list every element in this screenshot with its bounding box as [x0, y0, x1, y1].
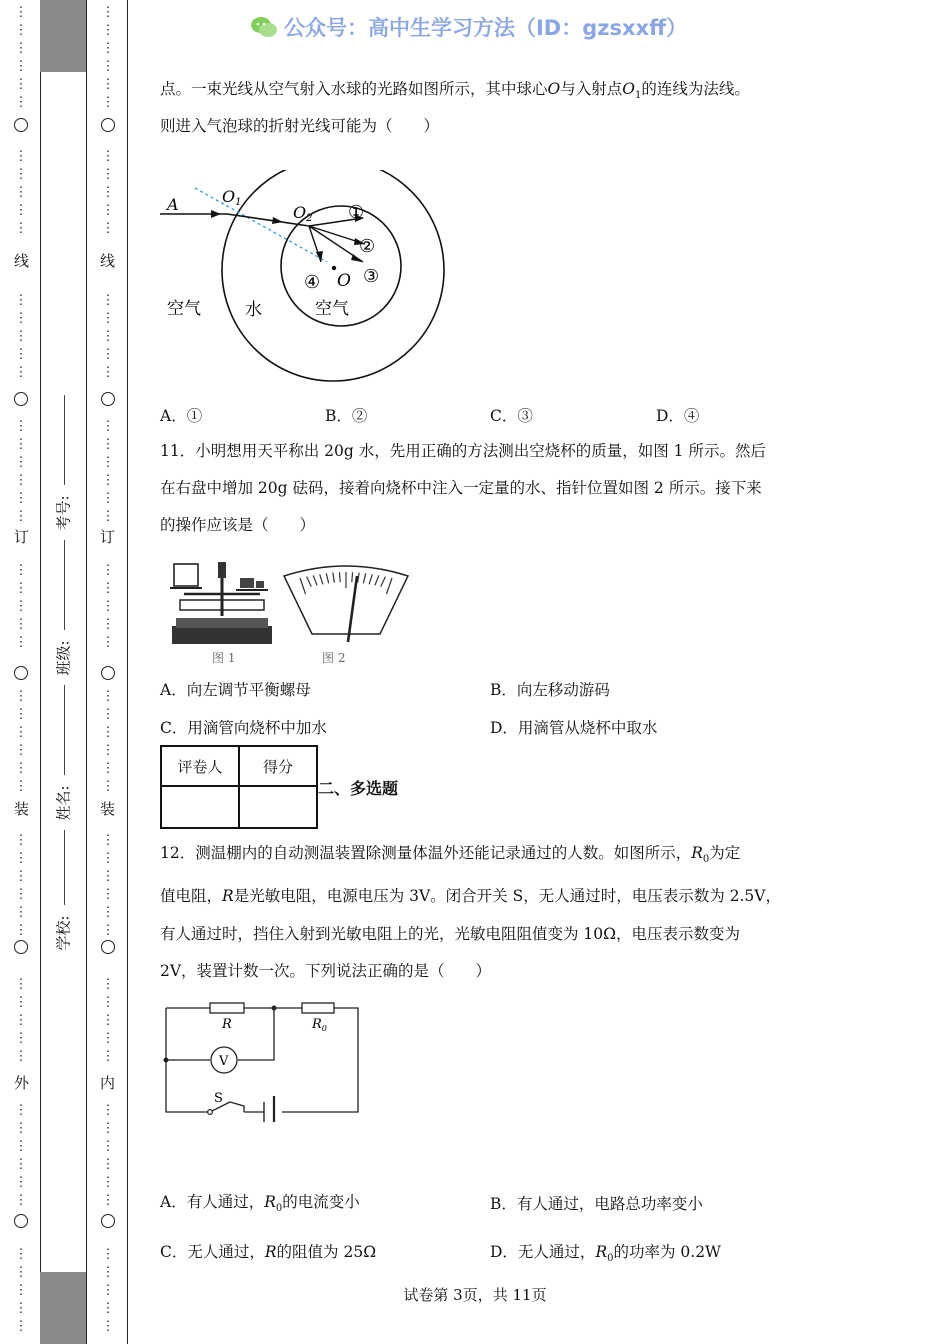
gutter-dot: ⋮	[101, 743, 115, 758]
gutter-dot: ⋮	[101, 599, 115, 614]
gutter-dot: ⋮	[14, 491, 28, 506]
gutter-dot: ⋮	[101, 1103, 115, 1118]
water-sphere-outline	[222, 170, 444, 381]
gutter-dot: ⋮	[14, 77, 28, 92]
gutter-dot: ⋮	[101, 1049, 115, 1064]
gutter-dot: ⋮	[14, 1247, 28, 1262]
gutter-dot: ⋮	[101, 1283, 115, 1298]
q12-option-c[interactable]: C．无人通过，R的阻值为 25Ω	[160, 1243, 377, 1261]
gutter-circle	[101, 1214, 115, 1228]
gutter-dot: ⋮	[101, 869, 115, 884]
q10-option-a[interactable]: A．①	[160, 407, 203, 425]
label-water: 水	[245, 300, 262, 320]
gutter-gray-bottom	[40, 1272, 86, 1344]
label-A: A	[167, 195, 179, 214]
q11-option-b[interactable]: B．向左移动游码	[490, 681, 610, 699]
score-table-score-header: 得分	[239, 746, 317, 786]
gutter-dot: ⋮	[101, 167, 115, 182]
gutter-mark-zhuang-inner: 装	[100, 800, 116, 818]
gutter-dot: ⋮	[14, 1103, 28, 1118]
gutter-dot: ⋮	[14, 95, 28, 110]
center-point-o	[332, 266, 336, 270]
gutter-mark-ding-outer: 订	[14, 528, 30, 546]
gutter-dot: ⋮	[101, 41, 115, 56]
gauge-tick	[320, 574, 323, 584]
gutter-dot: ⋮	[101, 311, 115, 326]
q10-line2: 则进入气泡球的折射光线可能为（ ）	[160, 117, 440, 135]
gauge-tick	[333, 573, 335, 583]
label-ray-3: ③	[363, 266, 380, 287]
gutter-dot: ⋮	[14, 869, 28, 884]
score-table-grader-cell[interactable]	[161, 786, 239, 828]
gauge-tick	[381, 577, 386, 587]
gutter-dot: ⋮	[101, 1139, 115, 1154]
section-title: 二、多选题	[318, 779, 399, 798]
gutter-dot: ⋮	[101, 509, 115, 524]
gutter-dot: ⋮	[14, 779, 28, 794]
gutter-dot: ⋮	[101, 1319, 115, 1334]
gauge-tick	[300, 578, 306, 594]
gutter-dot: ⋮	[101, 473, 115, 488]
score-table-grader-header: 评卷人	[161, 746, 239, 786]
gutter-dot: ⋮	[14, 347, 28, 362]
gutter-dot: ⋮	[14, 1013, 28, 1028]
gutter-dot: ⋮	[14, 5, 28, 20]
gutter-dot: ⋮	[14, 905, 28, 920]
score-table	[160, 745, 318, 829]
gauge-tick	[369, 574, 372, 584]
gutter-dot: ⋮	[14, 419, 28, 434]
gutter-mark-zhuang-outer: 装	[14, 800, 30, 818]
gutter-dot: ⋮	[101, 707, 115, 722]
label-O1: O1	[222, 187, 242, 208]
gutter-dot: ⋮	[101, 293, 115, 308]
gutter-dot: ⋮	[101, 581, 115, 596]
gutter-dot: ⋮	[14, 59, 28, 74]
gutter-dot: ⋮	[101, 923, 115, 938]
field-line-school[interactable]	[64, 830, 65, 905]
gutter-dot: ⋮	[14, 743, 28, 758]
gutter-mark-ding-inner: 订	[100, 528, 116, 546]
gutter-dot: ⋮	[14, 851, 28, 866]
gutter-circle	[14, 940, 28, 954]
q10-optics-figure	[155, 170, 455, 385]
gutter-dot: ⋮	[14, 1301, 28, 1316]
q12-option-b[interactable]: B．有人通过，电路总功率变小	[490, 1195, 703, 1213]
gutter-dot: ⋮	[14, 1319, 28, 1334]
gutter-dot: ⋮	[14, 1121, 28, 1136]
q12-line4: 2V，装置计数一次。下列说法正确的是（ ）	[160, 962, 492, 980]
q11-option-c[interactable]: C．用滴管向烧杯中加水	[160, 719, 327, 737]
q11-line3: 的操作应该是（ ）	[160, 516, 316, 534]
gutter-dot: ⋮	[101, 1175, 115, 1190]
resistor-r	[210, 1003, 244, 1013]
gutter-dot: ⋮	[101, 977, 115, 992]
gutter-circle	[14, 666, 28, 680]
gutter-dot: ⋮	[14, 707, 28, 722]
gutter-dot: ⋮	[14, 1265, 28, 1280]
gutter-dot: ⋮	[14, 149, 28, 164]
label-O2: O2	[293, 203, 313, 224]
watermark	[250, 12, 687, 42]
label-O: O	[337, 271, 351, 291]
field-line-exam-number[interactable]	[64, 395, 65, 485]
gauge-tick	[313, 575, 317, 585]
gutter-dot: ⋮	[101, 1013, 115, 1028]
gutter-dot: ⋮	[101, 221, 115, 236]
gutter-mark-xian-inner: 线	[100, 252, 116, 270]
gutter-dot: ⋮	[14, 689, 28, 704]
gutter-dot: ⋮	[14, 995, 28, 1010]
gutter-dot: ⋮	[14, 365, 28, 380]
gutter-dot: ⋮	[101, 23, 115, 38]
q12-option-d[interactable]: D．无人通过，$R_0$的功率为 0.2W	[490, 1243, 721, 1265]
gutter-dot: ⋮	[14, 329, 28, 344]
q12-circuit-figure	[158, 998, 368, 1123]
gutter-dot: ⋮	[101, 725, 115, 740]
gutter-dot: ⋮	[101, 5, 115, 20]
gutter-dot: ⋮	[14, 977, 28, 992]
gutter-dot: ⋮	[14, 311, 28, 326]
gutter-circle	[101, 392, 115, 406]
gauge-tick	[307, 577, 312, 587]
q11-option-a[interactable]: A．向左调节平衡螺母	[160, 681, 311, 699]
q10-option-c[interactable]: C．③	[490, 407, 533, 425]
circuit-label-s: S	[214, 1091, 223, 1106]
gutter-mark-xian-outer: 线	[14, 252, 30, 270]
gutter-dot: ⋮	[101, 77, 115, 92]
gutter-dot: ⋮	[14, 581, 28, 596]
gutter-dot: ⋮	[101, 1157, 115, 1172]
gutter-dot: ⋮	[14, 185, 28, 200]
switch-s	[208, 1110, 213, 1115]
gauge-tick	[375, 575, 379, 585]
gutter-dot: ⋮	[101, 329, 115, 344]
gutter-dot: ⋮	[101, 59, 115, 74]
circuit-label-r0: $R_0$	[312, 1017, 327, 1033]
gutter-circle	[101, 666, 115, 680]
gutter-dot: ⋮	[14, 725, 28, 740]
gutter-dot: ⋮	[14, 923, 28, 938]
score-table-score-cell[interactable]	[239, 786, 317, 828]
gutter-dot: ⋮	[101, 203, 115, 218]
gutter-dot: ⋮	[14, 203, 28, 218]
gutter-dot: ⋮	[101, 149, 115, 164]
fig1-caption: 图 1	[212, 651, 236, 665]
gutter-dot: ⋮	[101, 851, 115, 866]
gutter-circle	[101, 940, 115, 954]
gutter-circle	[14, 1214, 28, 1228]
gauge-tick	[326, 573, 328, 583]
label-ray-4: ④	[304, 272, 321, 293]
gutter-dot: ⋮	[101, 185, 115, 200]
q11-line1: 11．小明想用天平称出 20g 水，先用正确的方法测出空烧杯的质量，如图 1 所示。然后	[160, 442, 766, 460]
gutter-dot: ⋮	[101, 563, 115, 578]
gauge-tick	[363, 573, 365, 583]
field-label-school: 学校:	[54, 915, 73, 951]
gutter-dot: ⋮	[101, 347, 115, 362]
gutter-dot: ⋮	[14, 1175, 28, 1190]
gutter-dot: ⋮	[101, 419, 115, 434]
gauge-tick	[386, 578, 392, 594]
gutter-dot: ⋮	[14, 455, 28, 470]
gutter-dot: ⋮	[14, 1283, 28, 1298]
gutter-dot: ⋮	[14, 761, 28, 776]
resistor-r0	[302, 1003, 334, 1013]
field-line-name[interactable]	[64, 685, 65, 775]
gutter-gray-top	[40, 0, 86, 72]
gutter-dot: ⋮	[14, 509, 28, 524]
gutter-dot: ⋮	[14, 1049, 28, 1064]
q12-line1: 12．测温棚内的自动测温装置除测量体温外还能记录通过的人数。如图所示，$R_0$为定	[160, 844, 741, 866]
fig2-caption: 图 2	[322, 651, 346, 665]
gutter-circle	[14, 392, 28, 406]
q11-balance-figure	[166, 556, 278, 666]
gutter-mark-wai-outer: 外	[14, 1074, 30, 1092]
label-air-inner: 空气	[315, 299, 349, 319]
gutter-dot: ⋮	[101, 779, 115, 794]
gutter-dot: ⋮	[14, 1193, 28, 1208]
field-label-exam-number: 考号:	[54, 495, 73, 531]
q12-line2: 值电阻，R是光敏电阻，电源电压为 3V。闭合开关 S，无人通过时，电压表示数为 2.5V，	[160, 887, 781, 905]
gutter-dot: ⋮	[101, 635, 115, 650]
gutter-dot: ⋮	[101, 905, 115, 920]
gutter-dot: ⋮	[14, 635, 28, 650]
gutter-dot: ⋮	[14, 23, 28, 38]
gutter-dot: ⋮	[101, 1121, 115, 1136]
q11-option-d[interactable]: D．用滴管从烧杯中取水	[490, 719, 658, 737]
gutter-dot: ⋮	[101, 1193, 115, 1208]
q10-line1: 点。一束光线从空气射入水球的光路如图所示，其中球心O与入射点$O_1$的连线为法线。	[160, 80, 750, 102]
q11-line2: 在右盘中增加 20g 砝码，接着向烧杯中注入一定量的水、指针位置如图 2 所示。接下来	[160, 479, 762, 497]
gutter-dot: ⋮	[14, 221, 28, 236]
gutter-dot: ⋮	[101, 1301, 115, 1316]
gutter-dot: ⋮	[14, 41, 28, 56]
gutter-dot: ⋮	[101, 617, 115, 632]
label-ray-2: ②	[359, 236, 376, 257]
watermark-text: 公众号：高中生学习方法（ID：gzsxxff）	[284, 16, 688, 40]
gutter-dot: ⋮	[101, 365, 115, 380]
field-label-class: 班级:	[54, 640, 73, 676]
gutter-dot: ⋮	[101, 491, 115, 506]
gutter-dot: ⋮	[14, 293, 28, 308]
gutter-dot: ⋮	[101, 455, 115, 470]
gutter-dot: ⋮	[14, 167, 28, 182]
circuit-label-v: V	[219, 1054, 229, 1069]
gutter-mark-nei-inner: 内	[100, 1074, 116, 1092]
gutter-dot: ⋮	[101, 689, 115, 704]
q10-option-b[interactable]: B．②	[325, 407, 368, 425]
gutter-dot: ⋮	[101, 95, 115, 110]
gauge-tick	[339, 572, 340, 582]
field-label-name: 姓名:	[54, 785, 73, 821]
q12-option-a[interactable]: A．有人通过，$R_0$的电流变小	[160, 1193, 360, 1215]
q12-line3: 有人通过时，挡住入射到光敏电阻上的光，光敏电阻阻值变为 10Ω，电压表示数变为	[160, 925, 741, 943]
gutter-dot: ⋮	[14, 1139, 28, 1154]
q11-pointer-gauge-figure	[282, 562, 410, 668]
gutter-dot: ⋮	[14, 473, 28, 488]
circuit-label-r: R	[222, 1017, 232, 1032]
label-air-outer: 空气	[167, 299, 201, 319]
gutter-dot: ⋮	[101, 1265, 115, 1280]
gauge-pointer	[348, 576, 357, 642]
gutter-dot: ⋮	[14, 1157, 28, 1172]
gutter-dot: ⋮	[101, 437, 115, 452]
gutter-dot: ⋮	[101, 761, 115, 776]
gutter-circle	[101, 118, 115, 132]
gutter-dot: ⋮	[14, 887, 28, 902]
gutter-dot: ⋮	[14, 833, 28, 848]
gutter-dot: ⋮	[14, 563, 28, 578]
gutter-dot: ⋮	[101, 995, 115, 1010]
label-ray-1: ①	[348, 202, 365, 223]
gutter-dot: ⋮	[14, 1031, 28, 1046]
gutter-dot: ⋮	[101, 887, 115, 902]
field-line-class[interactable]	[64, 540, 65, 630]
gutter-dot: ⋮	[14, 617, 28, 632]
q10-option-d[interactable]: D．④	[656, 407, 700, 425]
page-footer: 试卷第 3页，共 11页	[403, 1286, 547, 1304]
gutter-dot: ⋮	[14, 599, 28, 614]
gutter-dot: ⋮	[101, 1031, 115, 1046]
wechat-icon	[250, 16, 278, 38]
gutter-dot: ⋮	[101, 833, 115, 848]
gutter-dot: ⋮	[101, 1247, 115, 1262]
gutter-circle	[14, 118, 28, 132]
gauge-tick	[352, 572, 353, 582]
gutter-dot: ⋮	[14, 437, 28, 452]
